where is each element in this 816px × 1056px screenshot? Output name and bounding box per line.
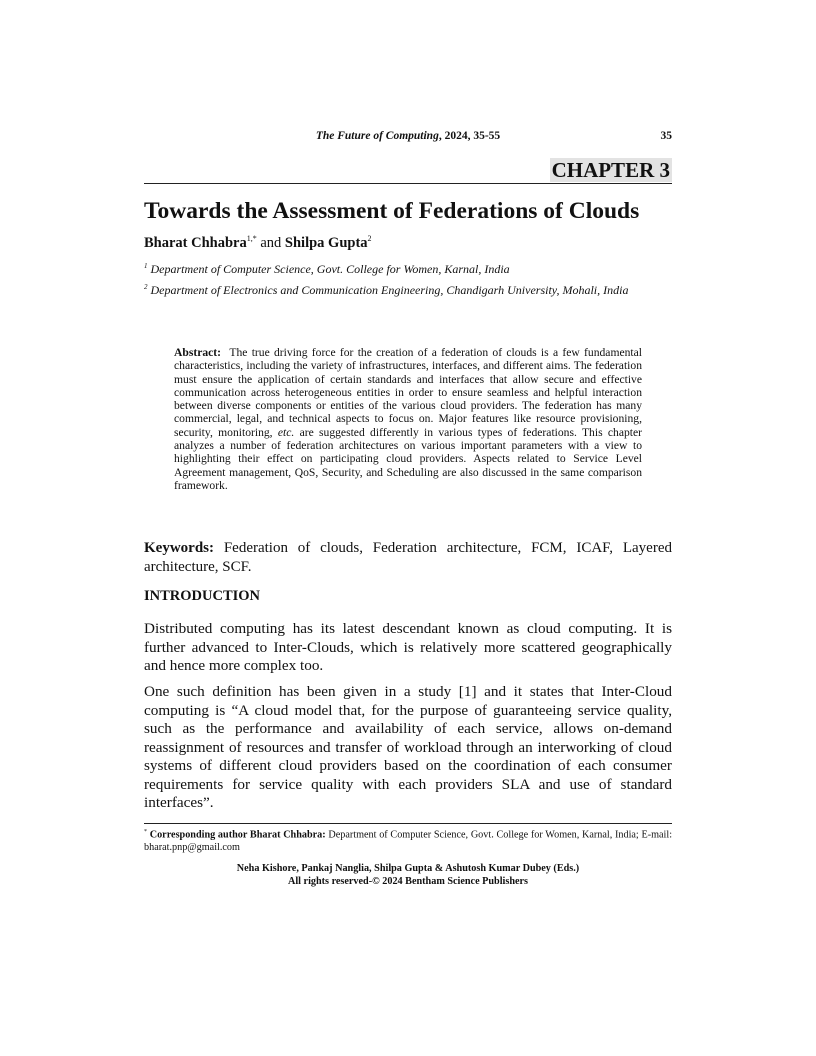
footnote-label: Corresponding author Bharat Chhabra: (149, 829, 326, 841)
authors (144, 234, 372, 252)
footnote-divider (144, 823, 672, 824)
abstract (174, 346, 642, 492)
footnote-sup: * (144, 829, 147, 835)
keywords-label: Keywords: (144, 540, 214, 556)
section-heading: INTRODUCTION (144, 588, 261, 604)
abstract-text: The true driving force for the creation of a federation of clouds is a few fundamental characteristics, including the variety of infrastructures, interfaces, and different aims. The federation must ensure the application of certain standards and interfaces that allow secure and effective communication across heterogeneous entities in order to ensure seamless and helpful interaction between diverse components or entities of the various cloud providers. The federation has many commercial, legal, and technical aspects to focus on. Major features like resource provisioning, security, monitoring, (174, 346, 642, 439)
affiliation-2 (144, 279, 672, 298)
paragraph: One such definition has been given in a study [1] and it states that Inter-Cloud computing is “A cloud model that, for the purpose of guaranteeing service quality, such as the performance and availability of each service, allows on-demand reassignment of resources and transfer of workload through an interworking of cloud systems of different cloud providers based on the coordination of each consumer requirements for service quality with each providers SLA and use of standard interfaces”. (144, 683, 672, 811)
abstract-label: Abstract: (174, 346, 222, 359)
affiliation-text: Department of Electronics and Communication Engineering, Chandigarh University, Mohali, India (150, 283, 629, 297)
journal-citation (144, 130, 672, 142)
abstract-text-cont: are suggested differently in various types of federations. This chapter analyzes a number of federation architectures on various important parameters with a view to highlighting their effect on participating cloud providers. Aspects related to Service Level Agreement management, QoS, Security, and Scheduling are also discussed in the same comparison framework. (174, 425, 642, 492)
keywords-text: Federation of clouds, Federation architecture, FCM, ICAF, Layered architecture, SCF. (144, 540, 672, 575)
editors: Neha Kishore, Pankaj Nanglia, Shilpa Gupta & Ashutosh Kumar Dubey (Eds.) (236, 863, 580, 874)
author-1-sup: 1,* (246, 234, 257, 243)
rights: All rights reserved-© 2024 Bentham Science Publishers (287, 876, 529, 887)
affiliation-sup: 1 (144, 262, 148, 270)
affiliation-sup: 2 (144, 283, 148, 291)
author-1: Bharat Chhabra (144, 234, 247, 251)
page-number: 35 (660, 130, 672, 142)
header-divider (144, 183, 672, 184)
author-2: Shilpa Gupta (284, 234, 368, 251)
affiliation-1 (144, 258, 672, 277)
footnote (144, 826, 672, 854)
authors-and: and (256, 234, 285, 251)
abstract-etc: etc. (277, 425, 295, 439)
chapter-label: CHAPTER 3 (551, 158, 670, 182)
journal-details: , 2024, 35-55 (438, 130, 501, 142)
chapter-title: Towards the Assessment of Federations of Clouds (144, 198, 640, 224)
footnote-text: Department of Computer Science, Govt. College for Women, Karnal, India; E-mail: bharat.pnp@gmail.com (144, 829, 673, 854)
publisher-footer (144, 862, 672, 888)
paragraph: Distributed computing has its latest descendant known as cloud computing. It is further advanced to Inter-Clouds, which is relatively more scattered geographically and hence more complex too. (144, 620, 672, 674)
affiliation-text: Department of Computer Science, Govt. College for Women, Karnal, India (150, 262, 510, 276)
author-2-sup: 2 (367, 234, 372, 243)
keywords (144, 539, 672, 577)
journal-name: The Future of Computing (315, 130, 439, 142)
